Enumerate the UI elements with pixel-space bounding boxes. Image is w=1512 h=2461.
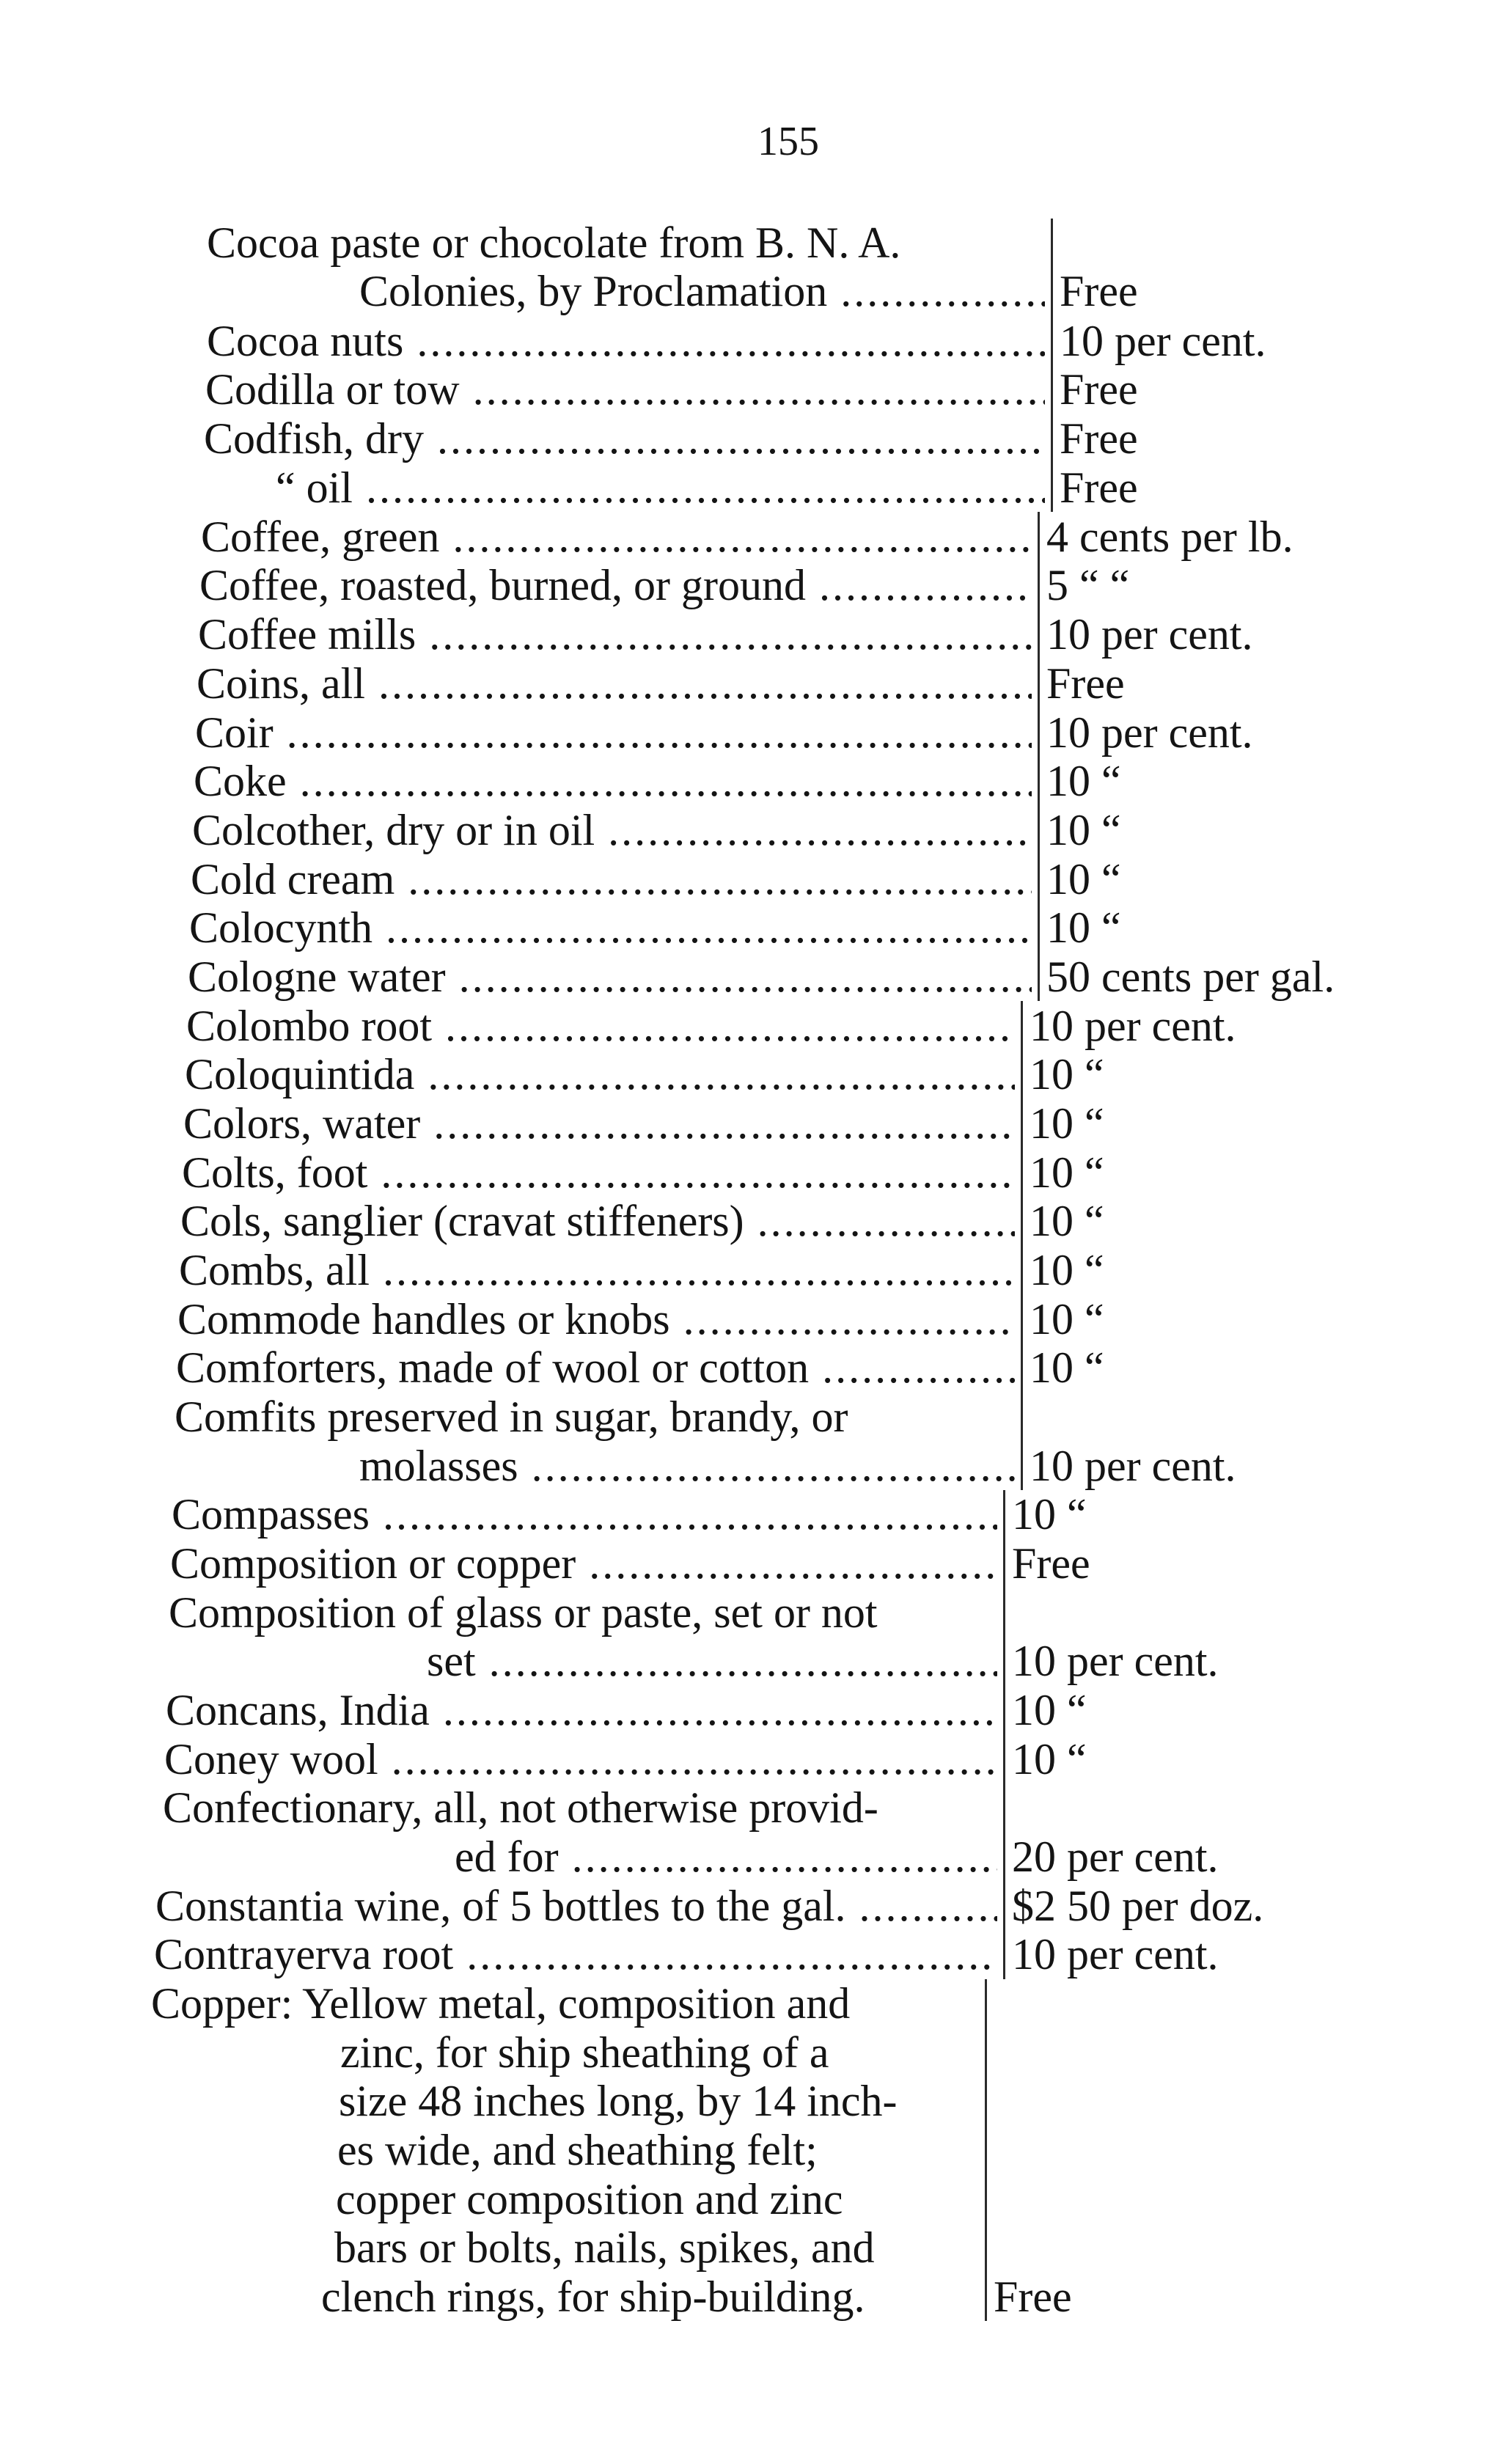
article-name: Constantia wine, of 5 bottles to the gal. ..... xyxy=(155,1882,997,1930)
tariff-row xyxy=(321,2273,1505,2321)
tariff-row xyxy=(166,1686,1505,1734)
tariff-row xyxy=(207,219,1505,267)
article-name: Coins, all ..... xyxy=(197,659,1032,708)
article-name: Coir ..... xyxy=(195,708,1032,757)
duty-rate: $2 50 per doz. xyxy=(1012,1882,1264,1930)
tariff-row xyxy=(182,1148,1505,1197)
duty-rate: Free xyxy=(1060,463,1138,512)
article-name: Coloquintida ..... xyxy=(185,1050,1015,1099)
article-name: molasses ..... xyxy=(359,1442,1015,1490)
article-name: bars or bolts, nails, spikes, and xyxy=(334,2223,875,2272)
tariff-row xyxy=(154,1930,1505,1978)
tariff-row xyxy=(176,1343,1505,1392)
tariff-row xyxy=(205,365,1505,414)
article-name: Coffee mills ..... xyxy=(198,610,1032,659)
duty-rate: 20 per cent. xyxy=(1012,1833,1219,1881)
duty-rate: Free xyxy=(1060,365,1138,414)
article-name: Composition or copper ..... xyxy=(170,1539,997,1588)
page-number: 155 xyxy=(757,119,819,164)
duty-rate: 10 per cent. xyxy=(1046,610,1253,659)
duty-rate: 5 “ “ xyxy=(1046,561,1130,609)
tariff-row xyxy=(427,1637,1505,1685)
tariff-row xyxy=(170,1539,1505,1588)
tariff-row xyxy=(188,953,1505,1001)
tariff-row xyxy=(276,463,1505,512)
article-name: copper composition and zinc xyxy=(336,2175,843,2223)
article-name: Composition of glass or paste, set or not xyxy=(169,1588,878,1637)
article-name: ed for ..... xyxy=(455,1833,997,1881)
article-name: Confectionary, all, not otherwise provid- xyxy=(163,1783,878,1832)
tariff-row xyxy=(201,513,1505,561)
tariff-row xyxy=(186,1002,1505,1050)
duty-rate: 10 “ xyxy=(1030,1148,1104,1197)
article-name: Coffee, roasted, burned, or ground ..... xyxy=(199,561,1032,609)
tariff-row xyxy=(185,1050,1505,1099)
duty-rate: 10 “ xyxy=(1030,1099,1104,1148)
article-name: size 48 inches long, by 14 inch- xyxy=(339,2077,898,2125)
tariff-row xyxy=(339,2077,1505,2125)
duty-rate: 10 “ xyxy=(1030,1050,1104,1099)
tariff-row xyxy=(334,2223,1505,2272)
tariff-row xyxy=(172,1490,1505,1538)
duty-rate: 10 per cent. xyxy=(1046,708,1253,757)
article-name: Coke ..... xyxy=(194,757,1032,805)
article-name: Copper: Yellow metal, composition and xyxy=(151,1979,851,2028)
duty-rate: 10 per cent. xyxy=(1030,1002,1236,1050)
article-name: Colocynth ..... xyxy=(189,903,1032,952)
duty-rate: Free xyxy=(994,2273,1072,2321)
article-name: set ..... xyxy=(427,1637,997,1685)
tariff-row xyxy=(340,2028,1505,2077)
article-name: Coffee, green ..... xyxy=(201,513,1032,561)
tariff-row xyxy=(164,1735,1505,1783)
article-name: Codilla or tow ..... xyxy=(205,365,1045,414)
tariff-row xyxy=(183,1099,1505,1148)
tariff-row xyxy=(180,1197,1505,1245)
article-name: “ oil ..... xyxy=(276,463,1045,512)
duty-rate: Free xyxy=(1060,414,1138,463)
tariff-row xyxy=(195,708,1505,757)
article-name: Colonies, by Proclamation ..... xyxy=(359,267,1045,315)
article-name: Colors, water ..... xyxy=(183,1099,1015,1148)
article-name: Contrayerva root ..... xyxy=(154,1930,997,1978)
tariff-row xyxy=(207,317,1505,365)
article-name: Cols, sanglier (cravat stiffeners) ..... xyxy=(180,1197,1015,1245)
tariff-row xyxy=(204,414,1505,463)
duty-rate: 10 “ xyxy=(1046,757,1121,805)
duty-rate: 10 “ xyxy=(1012,1490,1087,1538)
article-name: Colombo root ..... xyxy=(186,1002,1015,1050)
tariff-row xyxy=(199,561,1505,609)
duty-rate: 10 “ xyxy=(1030,1246,1104,1294)
duty-rate: 10 per cent. xyxy=(1012,1637,1219,1685)
duty-rate: 4 cents per lb. xyxy=(1046,513,1293,561)
tariff-row xyxy=(336,2175,1505,2223)
article-name: Compasses ..... xyxy=(172,1490,997,1538)
tariff-row xyxy=(455,1833,1505,1881)
article-name: Codfish, dry ..... xyxy=(204,414,1045,463)
article-name: Commode handles or knobs ..... xyxy=(177,1295,1015,1343)
tariff-row xyxy=(359,1442,1505,1490)
article-name: Combs, all ..... xyxy=(179,1246,1015,1294)
tariff-row xyxy=(163,1783,1505,1832)
tariff-row xyxy=(189,903,1505,952)
article-name: Cocoa nuts ..... xyxy=(207,317,1045,365)
duty-rate: 10 per cent. xyxy=(1060,317,1266,365)
tariff-row xyxy=(337,2126,1505,2174)
tariff-row xyxy=(197,659,1505,708)
duty-rate: 10 “ xyxy=(1046,855,1121,903)
article-name: Colcother, dry or in oil ..... xyxy=(192,806,1032,854)
duty-rate: Free xyxy=(1046,659,1125,708)
tariff-row xyxy=(192,806,1505,854)
article-name: Colts, foot ..... xyxy=(182,1148,1015,1197)
tariff-row xyxy=(191,855,1505,903)
article-name: Cologne water ..... xyxy=(188,953,1032,1001)
duty-rate: Free xyxy=(1060,267,1138,315)
article-name: clench rings, for ship-building. xyxy=(321,2273,865,2321)
tariff-row xyxy=(151,1979,1505,2028)
tariff-row xyxy=(177,1295,1505,1343)
tariff-row xyxy=(175,1393,1505,1441)
tariff-row xyxy=(179,1246,1505,1294)
article-name: Cold cream ..... xyxy=(191,855,1032,903)
duty-rate: 10 “ xyxy=(1012,1735,1087,1783)
duty-rate: 50 cents per gal. xyxy=(1046,953,1335,1001)
article-name: Comforters, made of wool or cotton ..... xyxy=(176,1343,1015,1392)
duty-rate: 10 “ xyxy=(1030,1295,1104,1343)
duty-rate: Free xyxy=(1012,1539,1090,1588)
duty-rate: 10 “ xyxy=(1046,903,1121,952)
article-name: Coney wool ..... xyxy=(164,1735,997,1783)
article-name: zinc, for ship sheathing of a xyxy=(340,2028,829,2077)
duty-rate: 10 “ xyxy=(1030,1343,1104,1392)
tariff-row xyxy=(155,1882,1505,1930)
duty-rate: 10 “ xyxy=(1012,1686,1087,1734)
duty-rate: 10 per cent. xyxy=(1030,1442,1236,1490)
tariff-row xyxy=(169,1588,1505,1637)
duty-rate: 10 “ xyxy=(1030,1197,1104,1245)
duty-rate: 10 “ xyxy=(1046,806,1121,854)
article-name: es wide, and sheathing felt; xyxy=(337,2126,818,2174)
article-name: Concans, India ..... xyxy=(166,1686,997,1734)
tariff-row xyxy=(198,610,1505,659)
article-name: Comfits preserved in sugar, brandy, or xyxy=(175,1393,848,1441)
tariff-row xyxy=(359,267,1505,315)
tariff-row xyxy=(194,757,1505,805)
duty-rate: 10 per cent. xyxy=(1012,1930,1219,1978)
article-name: Cocoa paste or chocolate from B. N. A. xyxy=(207,219,901,267)
